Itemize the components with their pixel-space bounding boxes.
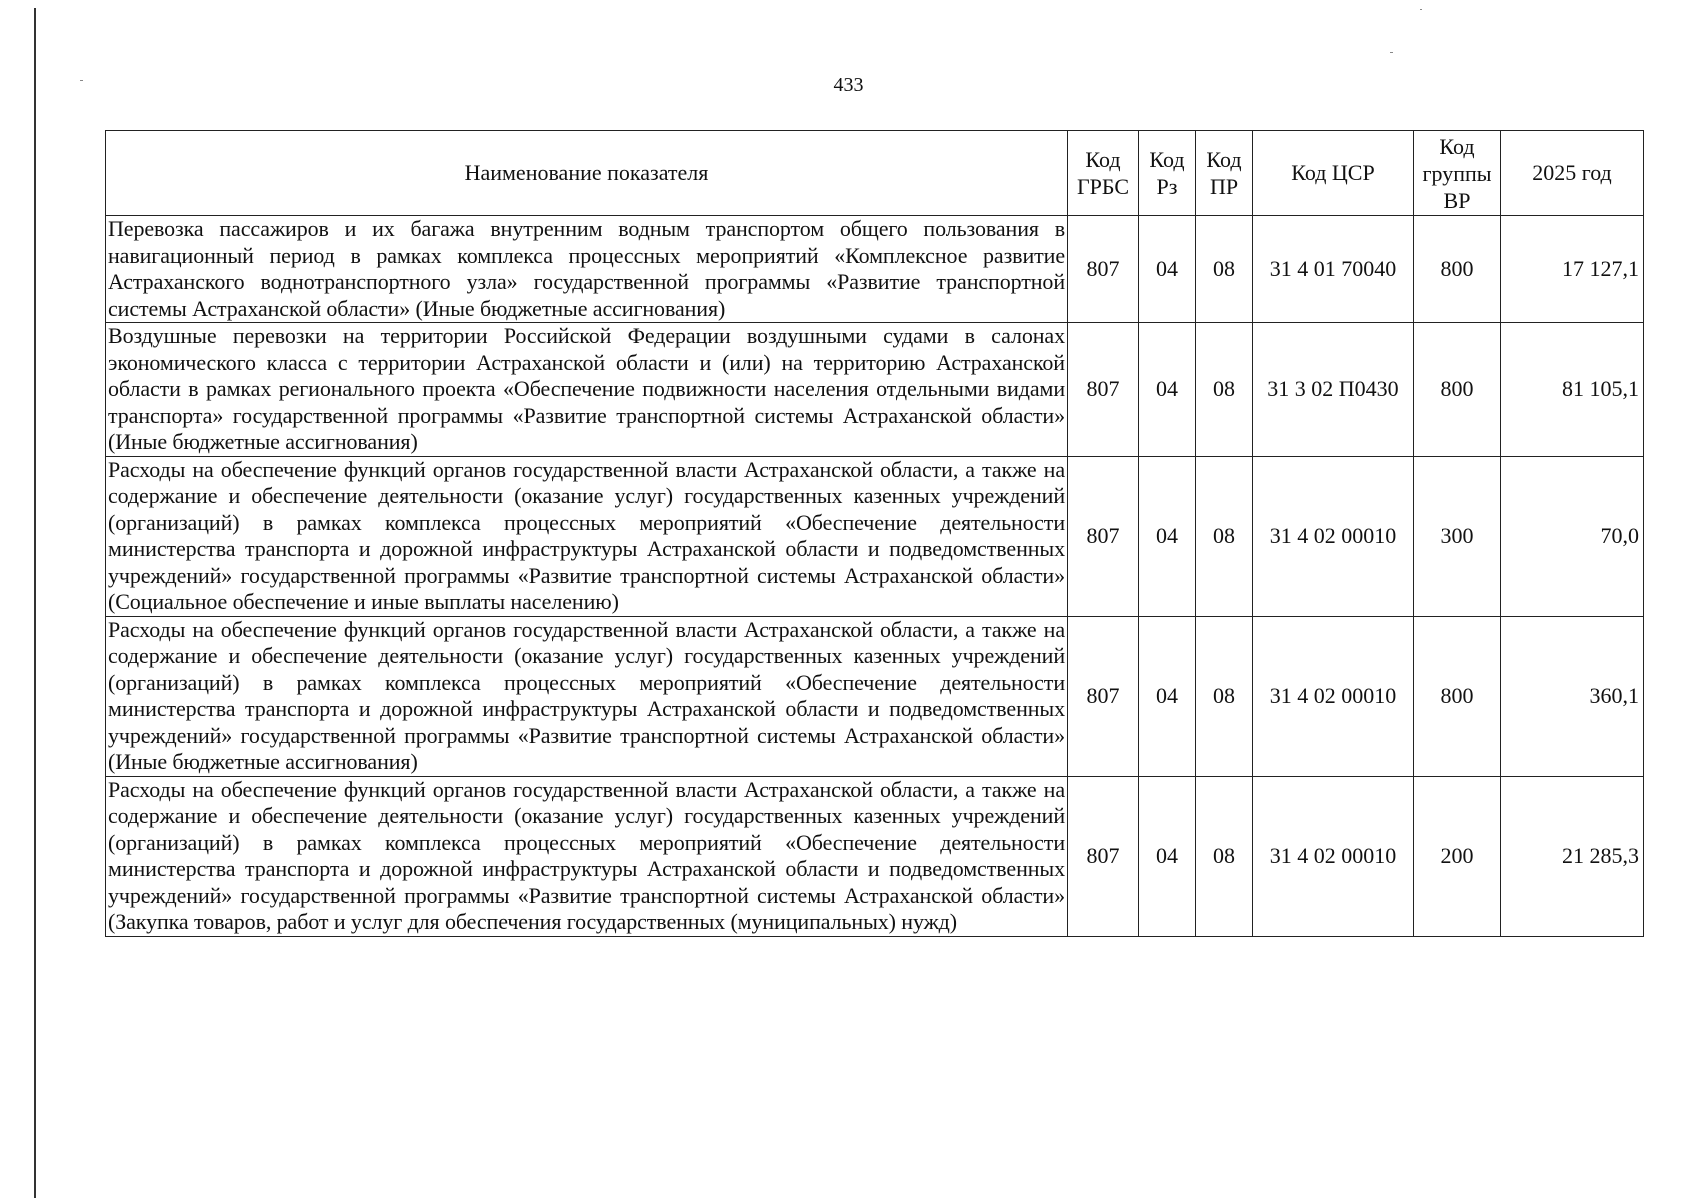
- row-rz: 04: [1139, 456, 1196, 616]
- scan-speck: [1390, 52, 1393, 53]
- row-amount: 70,0: [1501, 456, 1644, 616]
- page-number: 433: [833, 74, 864, 96]
- row-grbs: 807: [1068, 776, 1139, 936]
- table-row: [106, 616, 1644, 776]
- row-vr: 200: [1414, 776, 1501, 936]
- table-row: [106, 776, 1644, 936]
- row-pr: 08: [1196, 776, 1253, 936]
- row-vr: 800: [1414, 216, 1501, 323]
- row-amount: 17 127,1: [1501, 216, 1644, 323]
- row-pr: 08: [1196, 323, 1253, 457]
- header-pr: Код ПР: [1196, 131, 1253, 216]
- scan-left-edge-line: [34, 8, 36, 1198]
- table-row: [106, 216, 1644, 323]
- row-pr: 08: [1196, 616, 1253, 776]
- row-name: Расходы на обеспечение функций органов государственной власти Астраханской области, а также на содержание и обеспечение деятельности (оказание услуг) государственных казенных учреждений (организаций) в рамках комплекса процессных мероприятий «Обеспечение деятельности министерства транспорта и дорожной инфраструктуры Астраханской области и подведомственных учреждений» государственной программы «Развитие транспортной системы Астраханской области» (Иные бюджетные ассигнования): [106, 616, 1068, 776]
- row-grbs: 807: [1068, 216, 1139, 323]
- row-rz: 04: [1139, 616, 1196, 776]
- header-csr: Код ЦСР: [1253, 131, 1414, 216]
- header-year: 2025 год: [1501, 131, 1644, 216]
- row-rz: 04: [1139, 776, 1196, 936]
- row-grbs: 807: [1068, 616, 1139, 776]
- row-rz: 04: [1139, 216, 1196, 323]
- row-rz: 04: [1139, 323, 1196, 457]
- budget-table: [105, 130, 1644, 937]
- row-csr: 31 4 01 70040: [1253, 216, 1414, 323]
- row-pr: 08: [1196, 456, 1253, 616]
- row-vr: 800: [1414, 323, 1501, 457]
- scan-speck: [1420, 9, 1422, 10]
- table-header-row: [106, 131, 1644, 216]
- row-csr: 31 4 02 00010: [1253, 776, 1414, 936]
- row-vr: 300: [1414, 456, 1501, 616]
- row-vr: 800: [1414, 616, 1501, 776]
- header-name: Наименование показателя: [106, 131, 1068, 216]
- header-vr: Код группы ВР: [1414, 131, 1501, 216]
- row-amount: 81 105,1: [1501, 323, 1644, 457]
- row-amount: 21 285,3: [1501, 776, 1644, 936]
- row-csr: 31 3 02 П0430: [1253, 323, 1414, 457]
- row-pr: 08: [1196, 216, 1253, 323]
- header-rz: Код Рз: [1139, 131, 1196, 216]
- row-csr: 31 4 02 00010: [1253, 616, 1414, 776]
- row-grbs: 807: [1068, 456, 1139, 616]
- row-name: Перевозка пассажиров и их багажа внутренним водным транспортом общего пользования в навигационный период в рамках комплекса процессных мероприятий «Комплексное развитие Астраханского воднотранспортного узла» государственной программы «Развитие транспортной системы Астраханской области» (Иные бюджетные ассигнования): [106, 216, 1068, 323]
- table-row: [106, 456, 1644, 616]
- table-row: [106, 323, 1644, 457]
- row-csr: 31 4 02 00010: [1253, 456, 1414, 616]
- header-grbs: Код ГРБС: [1068, 131, 1139, 216]
- row-amount: 360,1: [1501, 616, 1644, 776]
- row-name: Расходы на обеспечение функций органов государственной власти Астраханской области, а также на содержание и обеспечение деятельности (оказание услуг) государственных казенных учреждений (организаций) в рамках комплекса процессных мероприятий «Обеспечение деятельности министерства транспорта и дорожной инфраструктуры Астраханской области и подведомственных учреждений» государственной программы «Развитие транспортной системы Астраханской области» (Закупка товаров, работ и услуг для обеспечения государственных (муниципальных) нужд): [106, 776, 1068, 936]
- row-name: Воздушные перевозки на территории Российской Федерации воздушными судами в салонах экономического класса с территории Астраханской области и (или) на территорию Астраханской области в рамках регионального проекта «Обеспечение подвижности населения отдельными видами транспорта» государственной программы «Развитие транспортной системы Астраханской области» (Иные бюджетные ассигнования): [106, 323, 1068, 457]
- row-name: Расходы на обеспечение функций органов государственной власти Астраханской области, а также на содержание и обеспечение деятельности (оказание услуг) государственных казенных учреждений (организаций) в рамках комплекса процессных мероприятий «Обеспечение деятельности министерства транспорта и дорожной инфраструктуры Астраханской области и подведомственных учреждений» государственной программы «Развитие транспортной системы Астраханской области» (Социальное обеспечение и иные выплаты населению): [106, 456, 1068, 616]
- row-grbs: 807: [1068, 323, 1139, 457]
